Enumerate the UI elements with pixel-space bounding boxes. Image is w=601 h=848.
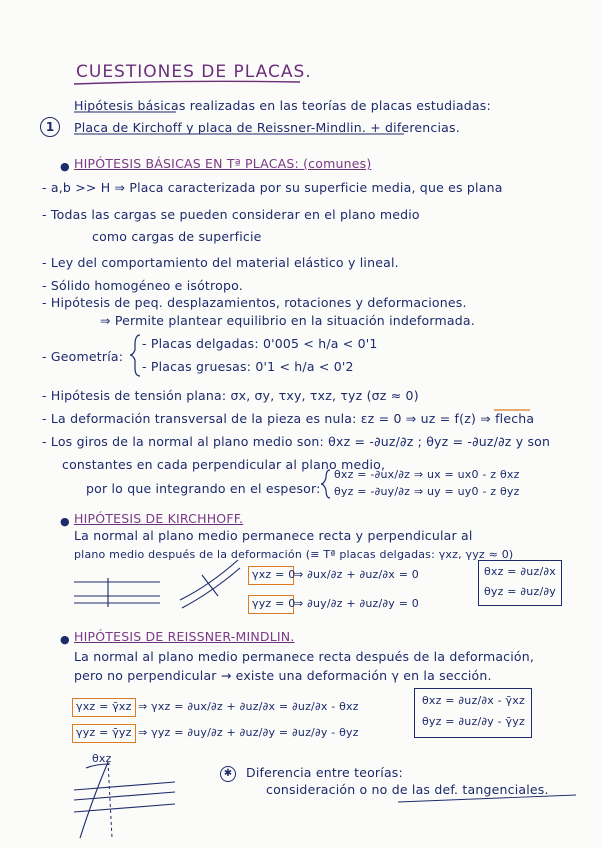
kirchhoff-gamma-xz: γxz = 0 [252,568,296,581]
hypothesis-item: - Sólido homogéneo e isótropo. [42,278,243,293]
bullet-icon: ● [60,633,70,646]
kirchhoff-result-2: θyz = ∂uz/∂y [484,585,556,598]
mindlin-line-2: pero no perpendicular → existe una deformación γ en la sección. [74,668,492,683]
section-heading-mindlin: HIPÓTESIS DE REISSNER-MINDLIN. [74,629,295,644]
hypothesis-item-continuation: ⇒ Permite plantear equilibrio en la situación indeformada. [100,313,475,328]
page-title: CUESTIONES DE PLACAS. [76,62,312,82]
integration-eq-y: θyz = -∂uy/∂z ⇒ uy = uy0 - z θyz [334,485,520,498]
geometry-label: - Geometría: [42,349,124,364]
kirchhoff-gamma-yz: γyz = 0 [252,597,296,610]
geometry-thick-plates: - Placas gruesas: 0'1 < h/a < 0'2 [142,359,354,374]
geometry-thin-plates: - Placas delgadas: 0'005 < h/a < 0'1 [142,336,378,351]
mindlin-result-1: θxz = ∂uz/∂x - γ̄xz [422,694,525,707]
hypothesis-item: - Los giros de la normal al plano medio son: θxz = -∂uz/∂z ; θyz = -∂uz/∂z y son [42,434,551,449]
hypothesis-item: - Todas las cargas se pueden considerar en el plano medio [42,207,420,222]
bullet-icon: ● [60,160,70,173]
bullet-icon: ● [60,515,70,528]
question-line-2: Placa de Kirchoff y placa de Reissner-Mindlin. + diferencias. [74,120,460,135]
hypothesis-item-continuation: como cargas de superficie [92,229,262,244]
kirchhoff-eq-2: ⇒ ∂uy/∂z + ∂uz/∂y = 0 [294,597,420,610]
mindlin-sketch-label: θxz [92,752,112,765]
hypothesis-item-continuation: constantes en cada perpendicular al plano medio, [62,457,386,472]
difference-line-1: Diferencia entre teorías: [246,765,403,780]
hypothesis-item-continuation: por lo que integrando en el espesor: [86,481,321,496]
hypothesis-item: - Ley del comportamiento del material elástico y lineal. [42,255,399,270]
mindlin-line-1: La normal al plano medio permanece recta después de la deformación, [74,649,535,664]
hypothesis-item: - Hipótesis de tensión plana: σx, σy, τxy, τxz, τyz (σz ≈ 0) [42,388,419,403]
kirchhoff-result-1: θxz = ∂uz/∂x [484,565,556,578]
mindlin-gamma-yz: γyz = γ̄yz [76,726,132,739]
mindlin-eq-1: ⇒ γxz = ∂ux/∂z + ∂uz/∂x = ∂uz/∂x - θxz [138,700,359,713]
section-heading-basics: HIPÓTESIS BÁSICAS EN Tª PLACAS: (comunes) [74,156,372,171]
hypothesis-item: - Hipótesis de peq. desplazamientos, rotaciones y deformaciones. [42,295,467,310]
kirchhoff-line-2: plano medio después de la deformación (≡ Tª placas delgadas: γxz, γyz ≈ 0) [74,548,514,561]
integration-eq-x: θxz = -∂ux/∂z ⇒ ux = ux0 - z θxz [334,468,520,481]
star-icon: ✱ [220,766,236,782]
section-heading-kirchhoff: HIPÓTESIS DE KIRCHHOFF. [74,511,244,526]
question-number-badge: 1 [40,117,60,137]
mindlin-result-2: θyz = ∂uz/∂y - γ̄yz [422,715,525,728]
mindlin-gamma-xz: γxz = γ̄xz [76,700,132,713]
kirchhoff-line-1: La normal al plano medio permanece recta y perpendicular al [74,528,473,543]
hypothesis-item: - La deformación transversal de la pieza es nula: εz = 0 ⇒ uz = f(z) ⇒ flecha [42,411,535,426]
difference-line-2: consideración o no de las def. tangenciales. [266,782,549,797]
hypothesis-item: - a,b >> H ⇒ Placa caracterizada por su superficie media, que es plana [42,180,503,195]
mindlin-eq-2: ⇒ γyz = ∂uy/∂z + ∂uz/∂y = ∂uz/∂y - θyz [138,726,359,739]
question-line-1: Hipótesis básicas realizadas en las teorías de placas estudiadas: [74,98,491,113]
kirchhoff-eq-1: ⇒ ∂ux/∂z + ∂uz/∂x = 0 [294,568,420,581]
